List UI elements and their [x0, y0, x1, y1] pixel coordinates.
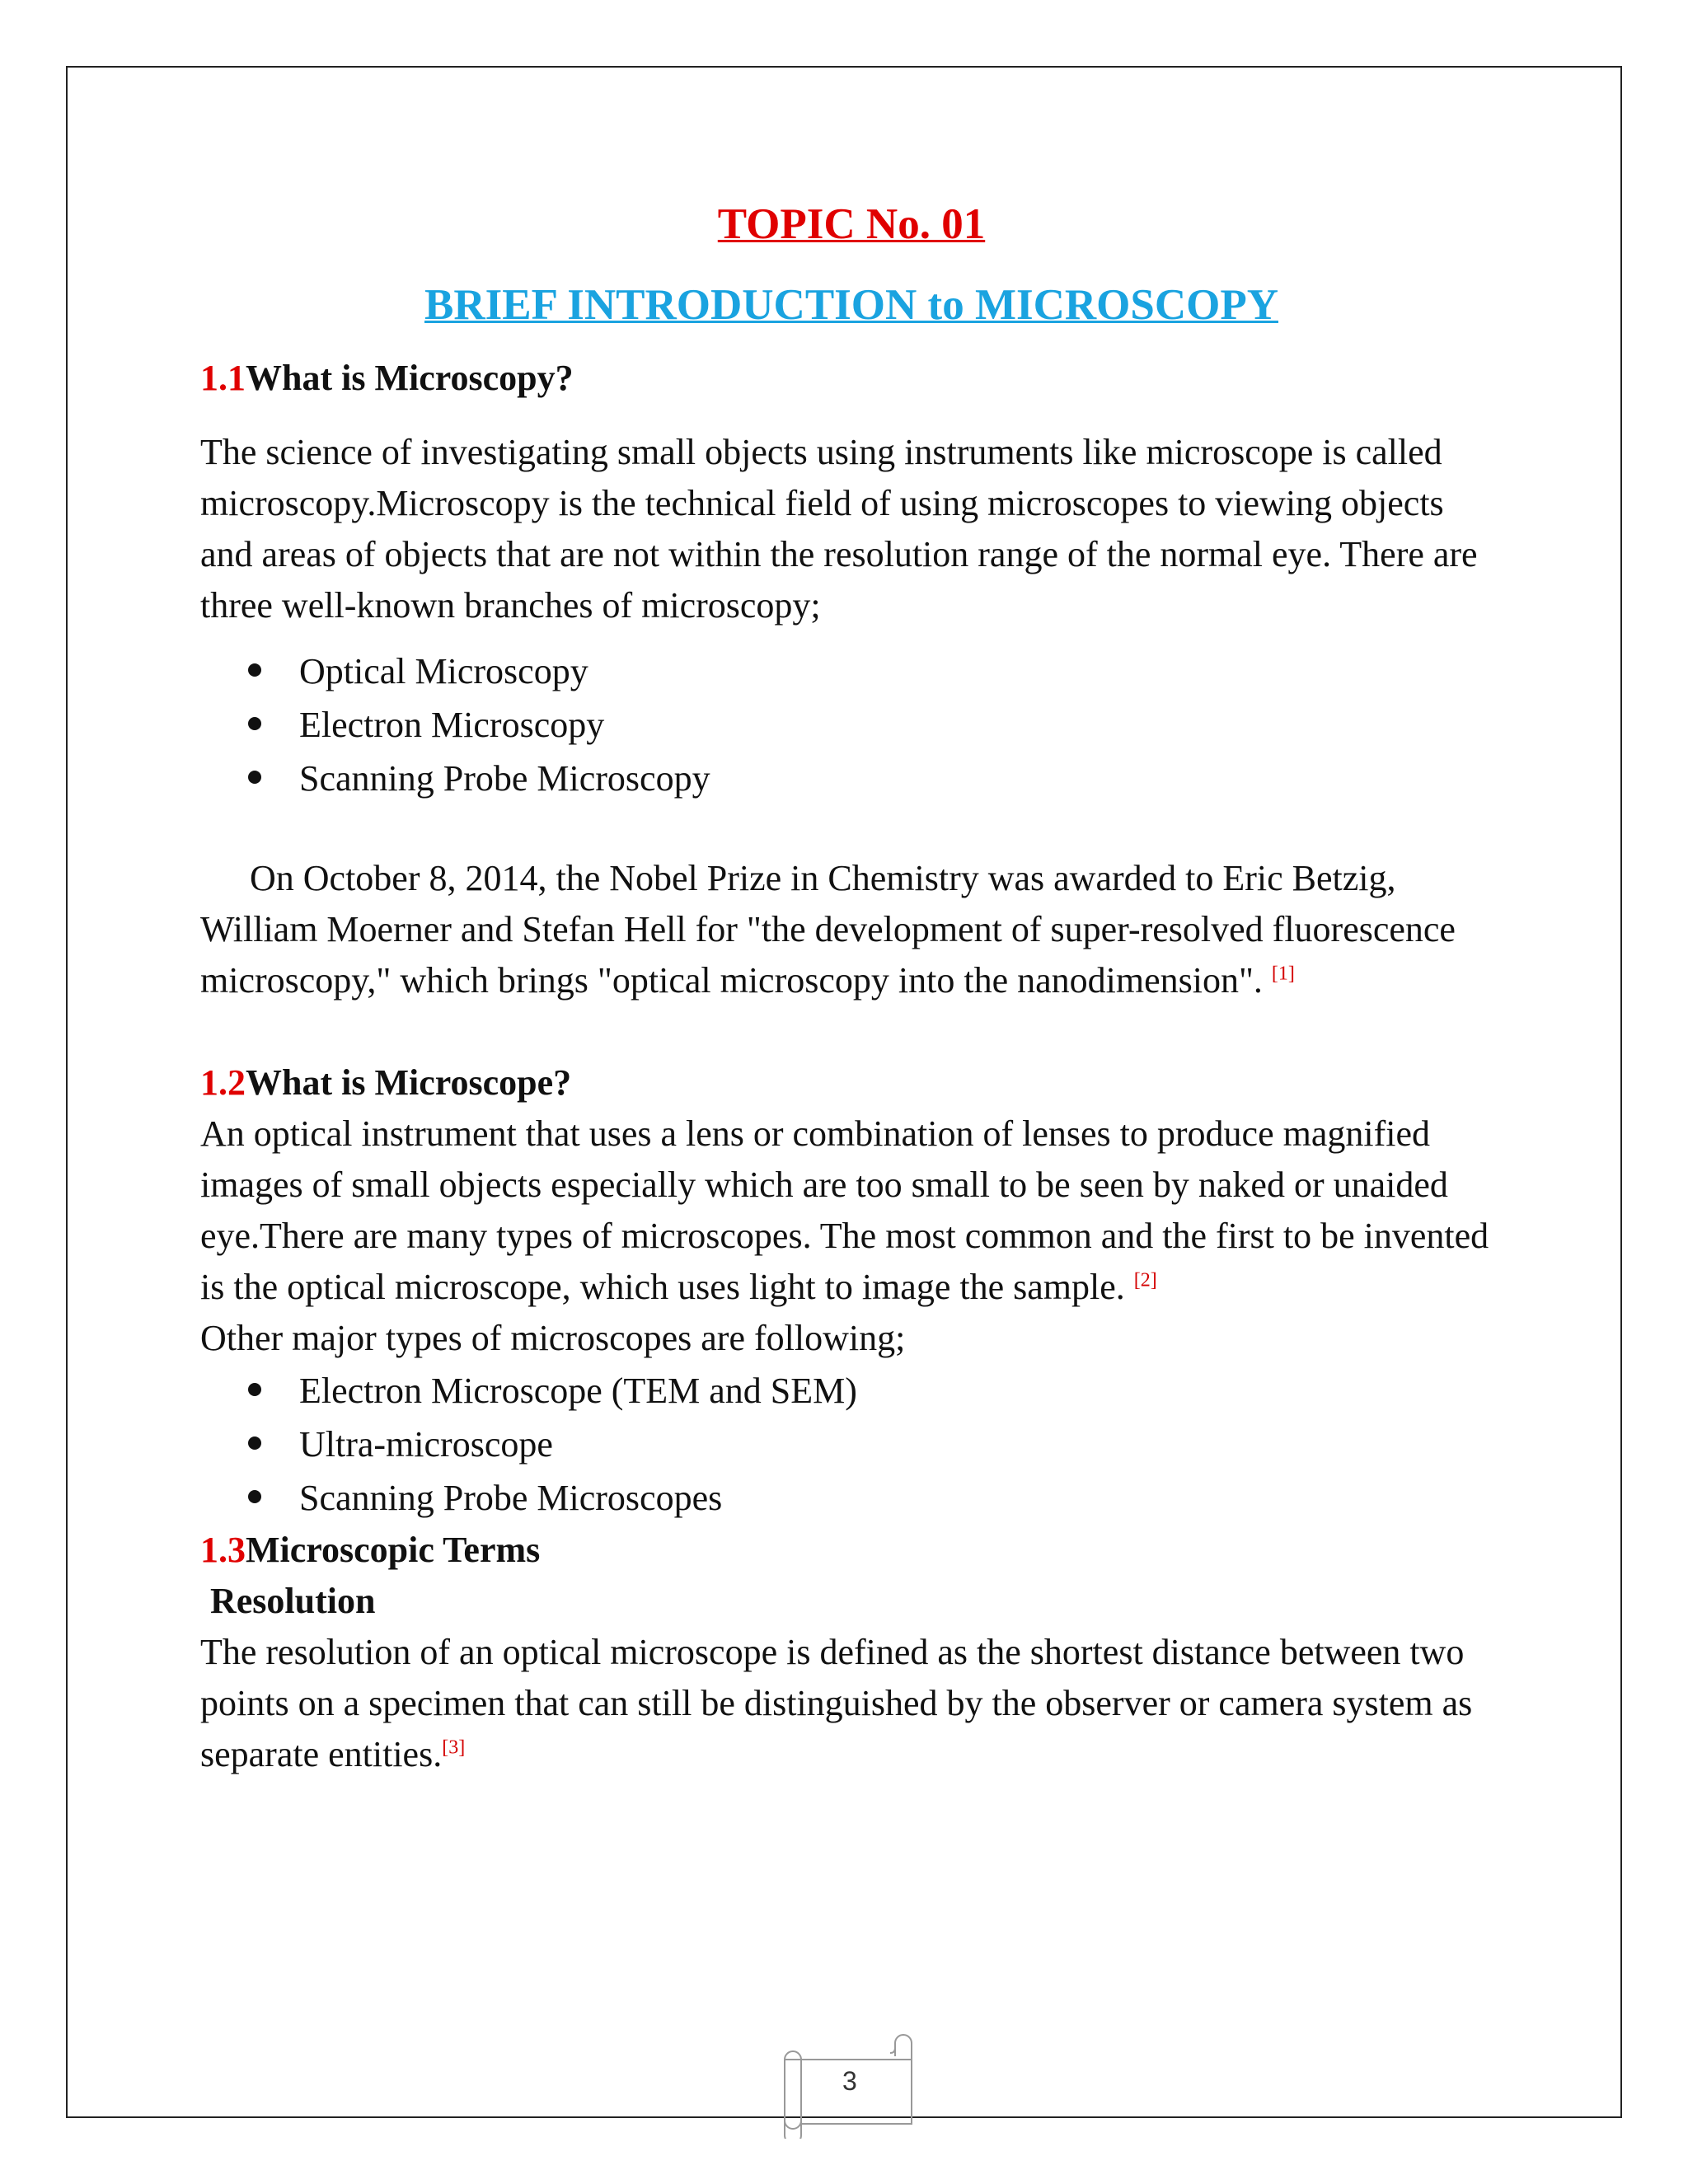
- resolution-paragraph: The resolution of an optical microscope is defined as the shortest distance between two points on a specimen that can still be distinguished by the observer or camera system as separate entities.[3]: [200, 1632, 1473, 1774]
- section-1-2-heading: [200, 1057, 1503, 1108]
- section-1-2-paragraph: An optical instrument that uses a lens or combination of lenses to produce magnified images of small objects especially which are too small to be seen by naked or unaided eye.There are many types of microscopes. The most common and the first to be invented is the optical microscope, which uses light to image the sample. [2]: [200, 1113, 1489, 1307]
- reference-marker[interactable]: [3]: [442, 1736, 466, 1759]
- list-item: Scanning Probe Microscopes: [248, 1471, 1503, 1525]
- bullet-icon: [248, 717, 261, 730]
- page-number-scroll: [767, 2023, 923, 2139]
- other-types-intro: Other major types of microscopes are following;: [200, 1318, 906, 1358]
- document-body: [200, 194, 1503, 1780]
- section-1-1-heading: [200, 353, 1503, 404]
- microscope-types-list: [200, 1364, 1503, 1525]
- list-item: Scanning Probe Microscopy: [248, 752, 1503, 805]
- reference-marker[interactable]: [2]: [1133, 1269, 1157, 1291]
- list-item: Electron Microscope (TEM and SEM): [248, 1364, 1503, 1418]
- list-item: Optical Microscopy: [248, 644, 1503, 698]
- topic-heading: TOPIC No. 01: [717, 200, 986, 248]
- bullet-icon: [248, 771, 261, 784]
- nobel-paragraph: On October 8, 2014, the Nobel Prize in Chemistry was awarded to Eric Betzig, William Moerner and Stefan Hell for "the development of super-resolved fluorescence microscopy," which brings "optical microscopy into the nanodimension". [1]: [200, 858, 1456, 1001]
- section-title: Microscopic Terms: [246, 1530, 541, 1570]
- bullet-icon: [248, 1383, 261, 1396]
- section-1-3-heading: [200, 1525, 1503, 1576]
- section-number: 1.3: [200, 1530, 246, 1570]
- list-item: Ultra-microscope: [248, 1418, 1503, 1471]
- bullet-icon: [248, 1490, 261, 1503]
- section-title: What is Microscopy?: [246, 358, 574, 398]
- section-1-1-paragraph: The science of investigating small objects using instruments like microscope is called microscopy.Microscopy is the technical field of using microscopes to viewing objects and areas of objects that are not within the resolution range of the normal eye. There are three well-known branches of microscopy;: [200, 432, 1478, 626]
- reference-marker[interactable]: [1]: [1271, 963, 1295, 985]
- document-title: BRIEF INTRODUCTION to MICROSCOPY: [424, 281, 1278, 329]
- section-number: 1.2: [200, 1062, 246, 1103]
- branches-list: [200, 644, 1503, 805]
- resolution-subheading: Resolution: [210, 1581, 376, 1621]
- section-number: 1.1: [200, 358, 246, 398]
- section-title: What is Microscope?: [246, 1062, 572, 1103]
- list-item: Electron Microscopy: [248, 698, 1503, 752]
- bullet-icon: [248, 1436, 261, 1450]
- page-number: 3: [842, 2066, 857, 2096]
- bullet-icon: [248, 663, 261, 677]
